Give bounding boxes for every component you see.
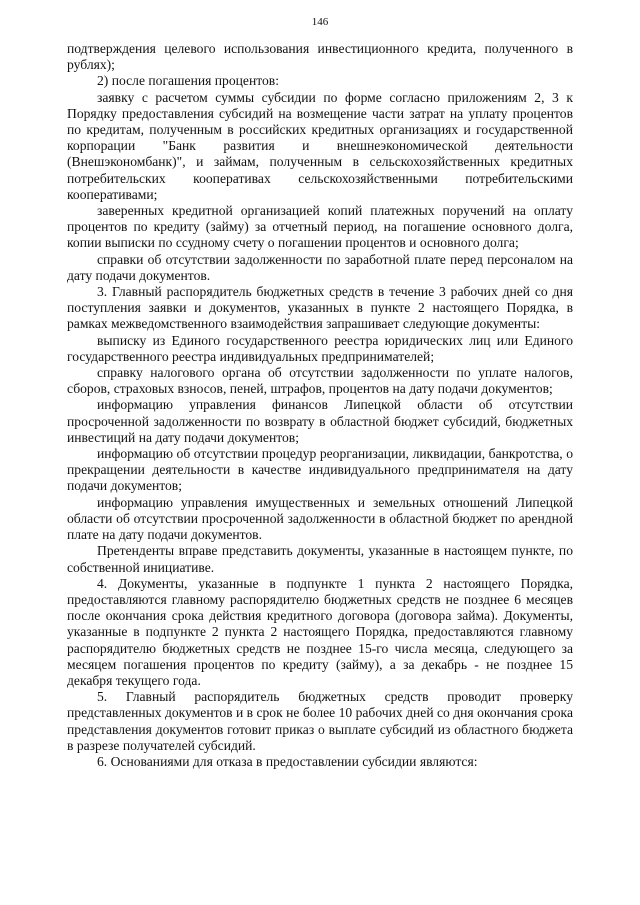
paragraph: 4. Документы, указанные в подпункте 1 пункта 2 настоящего Порядка, предоставляются главному распорядителю бюджетных средств не позднее 6 месяцев после окончания срока действия кредитного договора (договора займа). Документы, указанные в подпункте 2 пункта 2 настоящего Порядка, предоставляются главному распорядителю бюджетных средств не позднее 15-го числа месяца, следующего за месяцем погашения процентов по кредиту (займу), а за декабрь - не позднее 15 декабря текущего года. — [67, 575, 573, 688]
paragraph: справки об отсутствии задолженности по заработной плате перед персоналом на дату подачи документов. — [67, 251, 573, 283]
paragraph: информацию об отсутствии процедур реорганизации, ликвидации, банкротства, о прекращении деятельности в качестве индивидуального предпринимателя на дату подачи документов; — [67, 446, 573, 494]
paragraph: 5. Главный распорядитель бюджетных средств проводит проверку представленных документов и в срок не более 10 рабочих дней со дня окончания срока представления документов готовит приказ о выплате субсидий из областного бюджета в разрезе получателей субсидий. — [67, 689, 573, 753]
paragraph: подтверждения целевого использования инвестиционного кредита, полученного в рублях); — [67, 41, 573, 73]
page-number: 146 — [311, 16, 329, 28]
paragraph: справку налогового органа об отсутствии задолженности по уплате налогов, сборов, страховых взносов, пеней, штрафов, процентов на дату подачи документов; — [67, 365, 573, 397]
paragraph: заверенных кредитной организацией копий платежных поручений на оплату процентов по кредиту (займу) за отчетный период, на погашение основного долга, копии выписки по ссудному счету о погашении процентов и основного долга; — [67, 203, 573, 251]
paragraph: информацию управления имущественных и земельных отношений Липецкой области об отсутствии просроченной задолженности в областной бюджет по арендной плате на дату подачи документов. — [67, 494, 573, 543]
paragraph: Претенденты вправе представить документы, указанные в настоящем пункте, по собственной инициативе. — [67, 543, 573, 575]
paragraph: выписку из Единого государственного реестра юридических лиц или Единого государственного реестра индивидуальных предпринимателей; — [67, 332, 573, 364]
document-body — [67, 41, 573, 770]
paragraph: заявку с расчетом суммы субсидии по форме согласно приложениям 2, 3 к Порядку предоставления субсидий на возмещение части затрат на уплату процентов по кредитам, полученным в российских кредитных организациях и государственной корпорации "Банк развития и внешнеэкономической деятельности (Внешэкономбанк)", и займам, полученным в сельскохозяйственных кредитных потребительских кооперативах сельскохозяйственными потребительскими кооперативами; — [67, 89, 573, 202]
paragraph: 6. Основаниями для отказа в предоставлении субсидии являются: — [97, 753, 478, 769]
paragraph: 3. Главный распорядитель бюджетных средств в течение 3 рабочих дней со дня поступления заявки и документов, указанных в пункте 2 настоящего Порядка, в рамках межведомственного взаимодействия запрашивает следующие документы: — [67, 284, 573, 332]
paragraph: информацию управления финансов Липецкой области об отсутствии просроченной задолженности по возврату в областной бюджет субсидий, бюджетных инвестиций на дату подачи документов; — [67, 397, 573, 445]
paragraph: 2) после погашения процентов: — [97, 73, 279, 89]
